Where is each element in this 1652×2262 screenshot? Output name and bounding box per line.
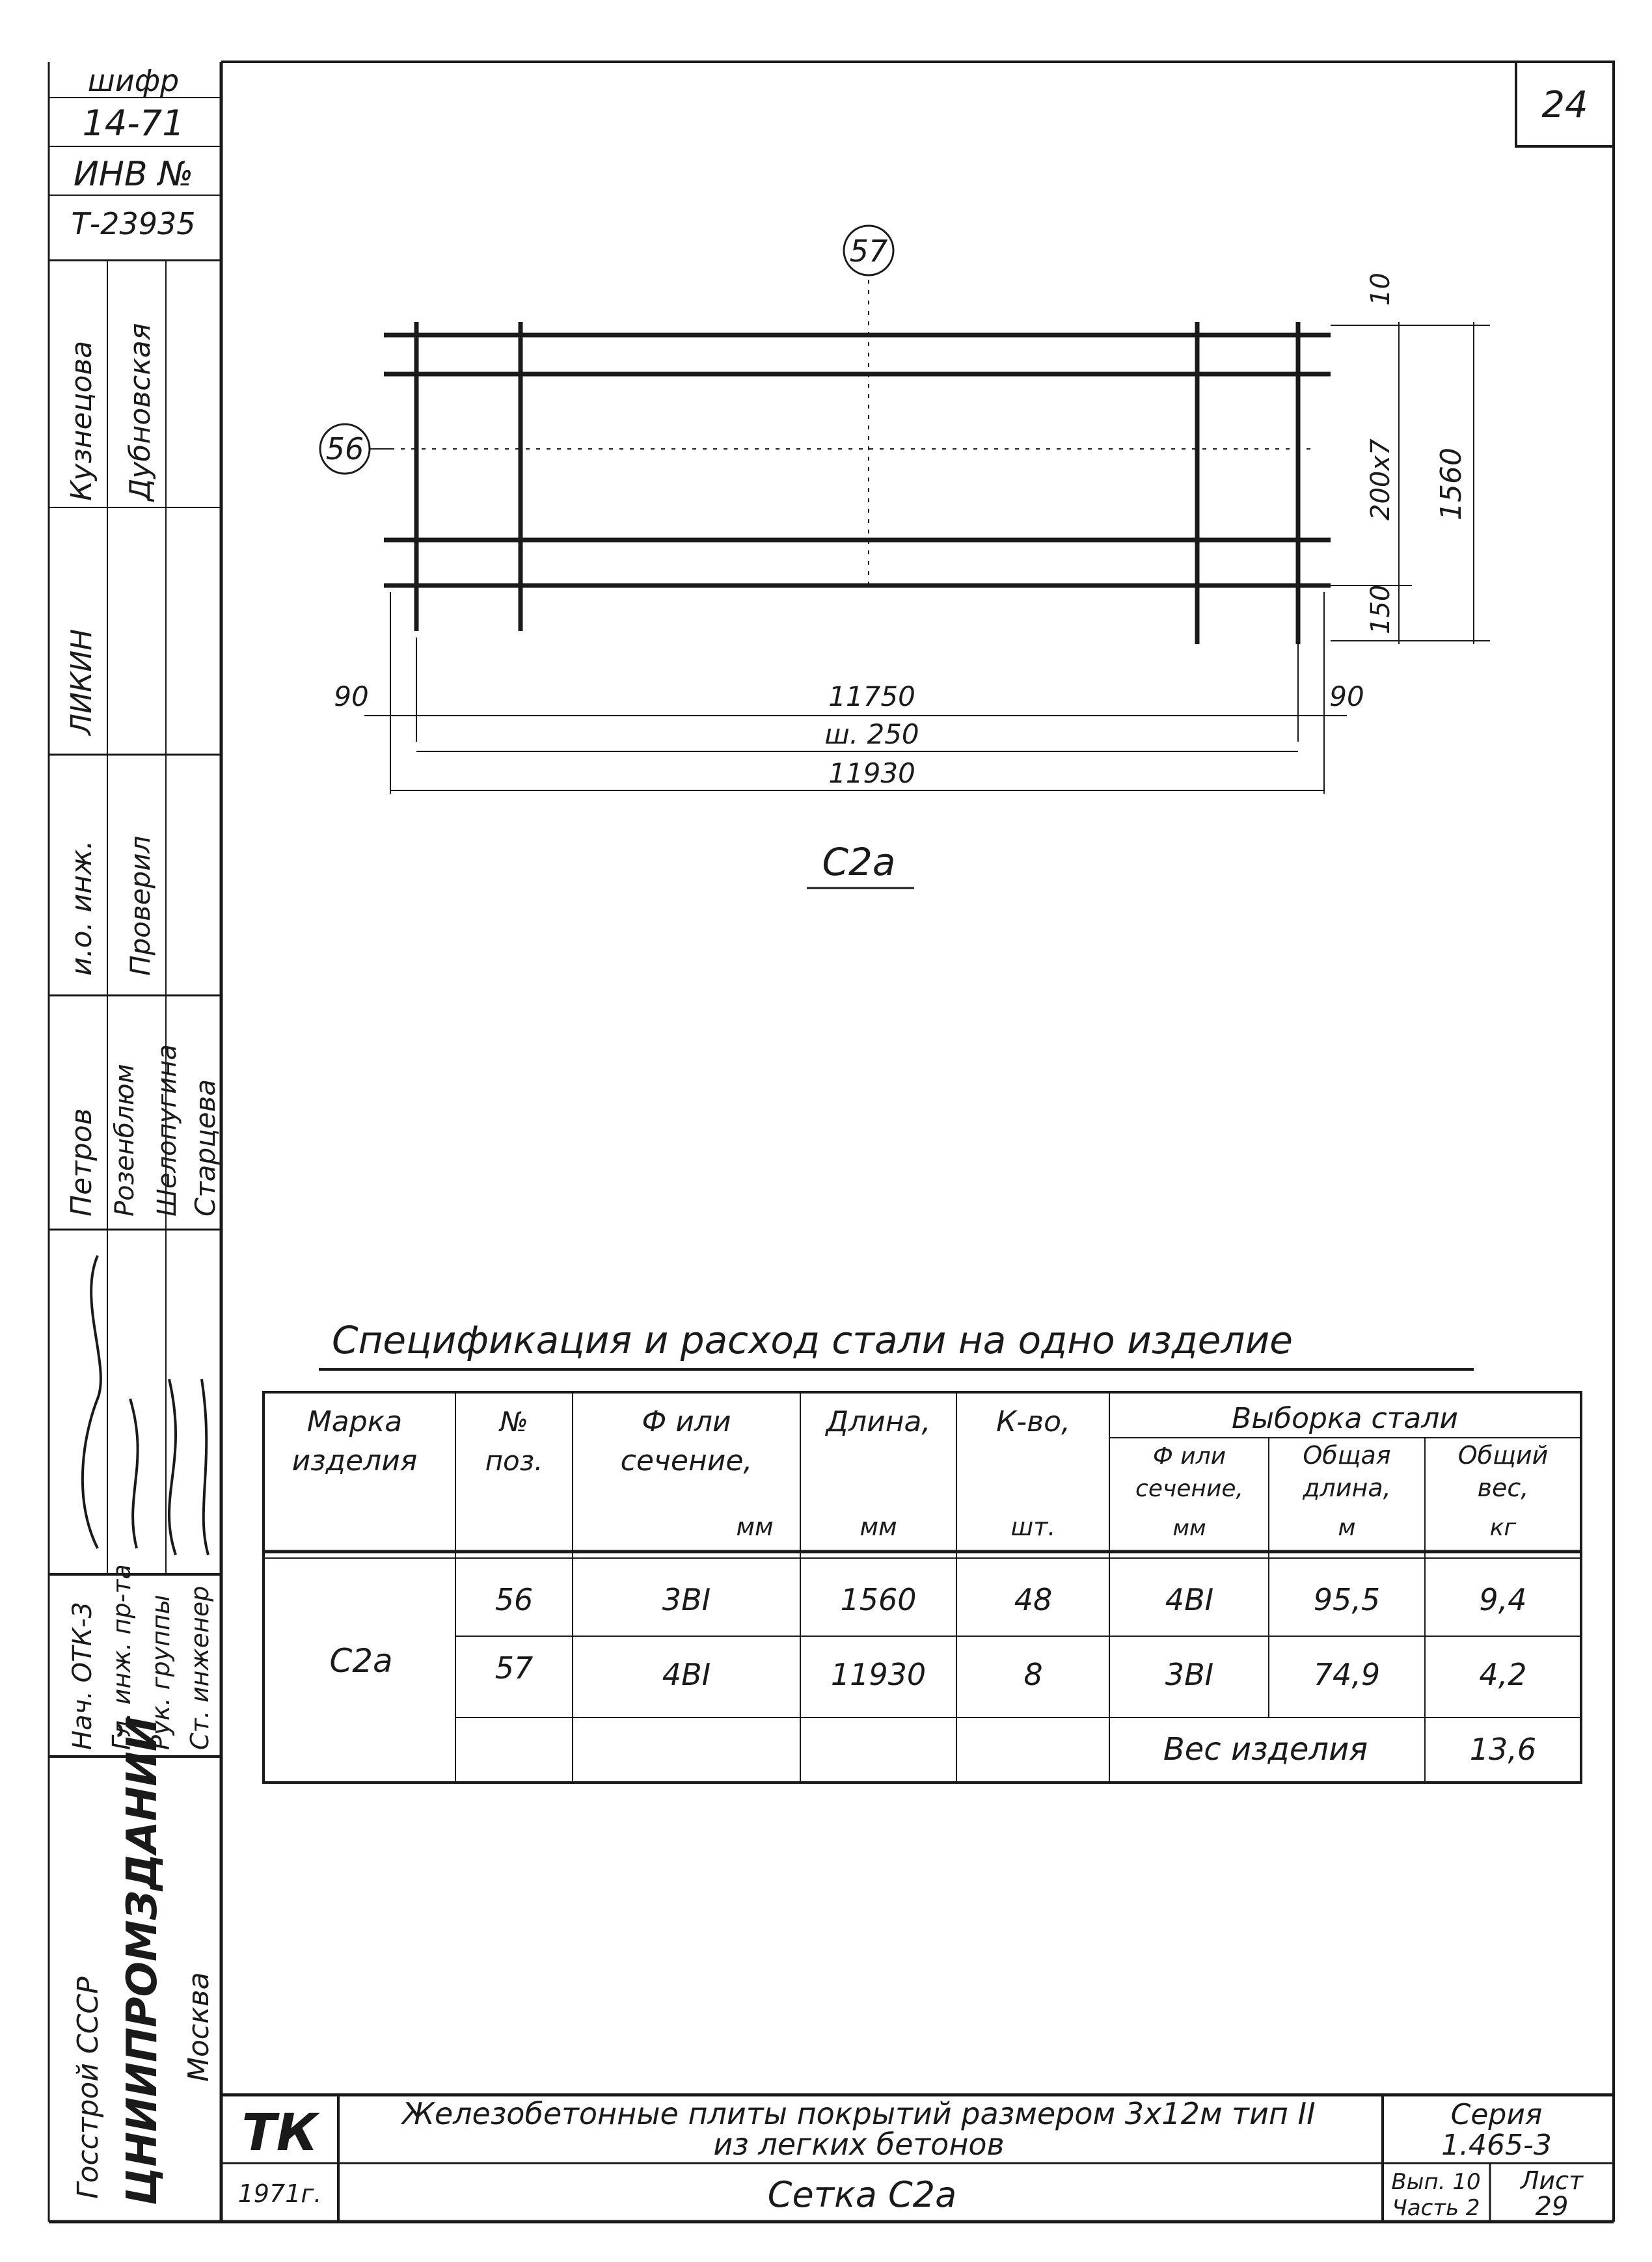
stamp-role-io-inzh: и.о. инж. [65,840,98,976]
hdr-steel-length-3: м [1338,1515,1356,1541]
hdr-steel-section-1: Ф или [1152,1443,1226,1470]
cell-mark: С2а [329,1642,393,1680]
stamp-name-startseva: Старцева [189,1079,221,1217]
dim-total-length: 11930 [828,757,915,789]
hdr-qty-1: К-во, [996,1405,1070,1438]
spec-title: Спецификация и расход стали на одно изделие [332,1318,1293,1362]
dim-right-end: 90 [1329,680,1364,712]
hdr-mark-2: изделия [291,1444,418,1477]
cell-total-label: Вес изделия [1163,1731,1368,1768]
tb-list-value: 29 [1535,2192,1569,2222]
tb-year: 1971г. [237,2179,322,2208]
tb-title-1: Железобетонные плиты покрытий размером 3х12м тип II [402,2096,1316,2131]
hdr-mark-1: Марка [306,1405,403,1438]
hdr-steel-weight-1: Общий [1457,1441,1549,1470]
tb-list-label: Лист [1520,2166,1584,2195]
cell-r2-pos: 57 [494,1650,534,1686]
cell-r1-length: 1560 [840,1582,917,1617]
tb-series-value: 1.465-3 [1441,2129,1552,2162]
stamp-name-dubnovskaya: Дубновская [124,323,157,501]
stamp-role-otk: Нач. ОТК-3 [68,1602,98,1750]
hdr-steel-length-1: Общая [1303,1441,1391,1470]
dim-pitch: 200x7 [1366,438,1396,520]
stamp-signature-1: ЛИКИН [65,628,98,735]
cell-r1-steel-length: 95,5 [1313,1582,1381,1617]
stamp-org-gosstroy: Госстрой СССР [72,1976,105,2199]
mesh-drawing [320,226,1490,888]
dim-top-small: 10 [1366,273,1396,306]
stamp-name-kuznetsova: Кузнецова [65,340,98,501]
sheet-number: 24 [1541,84,1588,126]
hdr-steel-section-2: сечение, [1135,1475,1243,1502]
hdr-length-1: Длина, [826,1405,931,1438]
stamp-role-st: Ст. инженер [185,1585,214,1750]
hdr-pos-1: № [500,1406,528,1438]
hdr-steel-section-3: мм [1172,1515,1206,1541]
cell-r1-section: 3ВI [662,1582,711,1617]
cell-r2-steel-section: 3ВI [1165,1657,1214,1692]
callout-57: 57 [849,234,888,269]
hdr-section-2: сечение, [620,1444,753,1477]
stamp-name-petrov: Петров [65,1108,98,1217]
hdr-steel-weight-2: вес, [1477,1474,1529,1502]
dim-left-end: 90 [334,680,369,712]
stamp-signatures [83,1256,208,1555]
stamp-org-tsnii: ЦНИИПРОМЗДАНИЙ [118,1716,167,2205]
tb-title-2: из легких бетонов [713,2127,1005,2162]
hdr-steel: Выборка стали [1232,1402,1458,1435]
tb-sheet-name: Сетка С2а [767,2174,957,2215]
dim-inner-length: 11750 [828,680,915,712]
stamp-code: шифр [87,63,180,98]
spec-table [264,1318,1581,1783]
cell-r2-steel-weight: 4,2 [1479,1657,1527,1692]
title-block [221,2095,1614,2222]
hdr-steel-weight-3: кг [1489,1515,1517,1541]
cell-total-value: 13,6 [1469,1732,1537,1767]
stamp-number: 14-71 [82,103,185,144]
stamp-role-ruk: Рук. группы [146,1595,175,1750]
hdr-section-1: Ф или [642,1405,731,1438]
cell-r2-length: 11930 [830,1657,927,1692]
dim-bottom-small: 150 [1366,584,1396,634]
stamp-inv-number: Т-23935 [71,206,196,241]
hdr-qty-2: шт. [1010,1513,1056,1541]
dim-spacing: ш. 250 [824,718,919,750]
cell-r2-steel-length: 74,9 [1313,1657,1381,1692]
stamp-checked: Проверил [124,835,156,976]
cell-r1-steel-section: 4ВI [1165,1582,1214,1617]
stamp-org-moscow: Москва [182,1972,215,2082]
mesh-label: С2а [822,840,896,884]
cell-r1-qty: 48 [1014,1582,1053,1617]
sheet-frame [49,62,1614,2222]
tb-issue: Вып. 10 [1391,2169,1481,2195]
tb-code: ТК [241,2104,318,2162]
cell-r1-pos: 56 [494,1582,534,1617]
dim-height: 1560 [1435,448,1468,520]
hdr-section-3: мм [736,1513,774,1541]
hdr-steel-length-2: длина, [1303,1474,1391,1502]
sheet-number-box [1516,62,1614,146]
tb-series-label: Серия [1450,2098,1543,2131]
cell-r2-qty: 8 [1023,1657,1043,1692]
cell-r2-section: 4ВI [662,1657,711,1692]
side-stamp [49,63,221,2205]
hdr-pos-2: поз. [485,1445,543,1477]
stamp-inv-label: ИНВ № [73,155,194,194]
stamp-name-rozenblyum: Розенблюм [110,1064,140,1217]
tb-part: Часть 2 [1392,2195,1480,2221]
cell-r1-steel-weight: 9,4 [1479,1582,1527,1617]
stamp-role-gi: Гл. инж. пр-та [107,1564,136,1750]
callout-56: 56 [325,431,364,466]
hdr-length-2: мм [860,1513,897,1541]
stamp-name-shelopugina: Шелопугина [152,1044,182,1217]
